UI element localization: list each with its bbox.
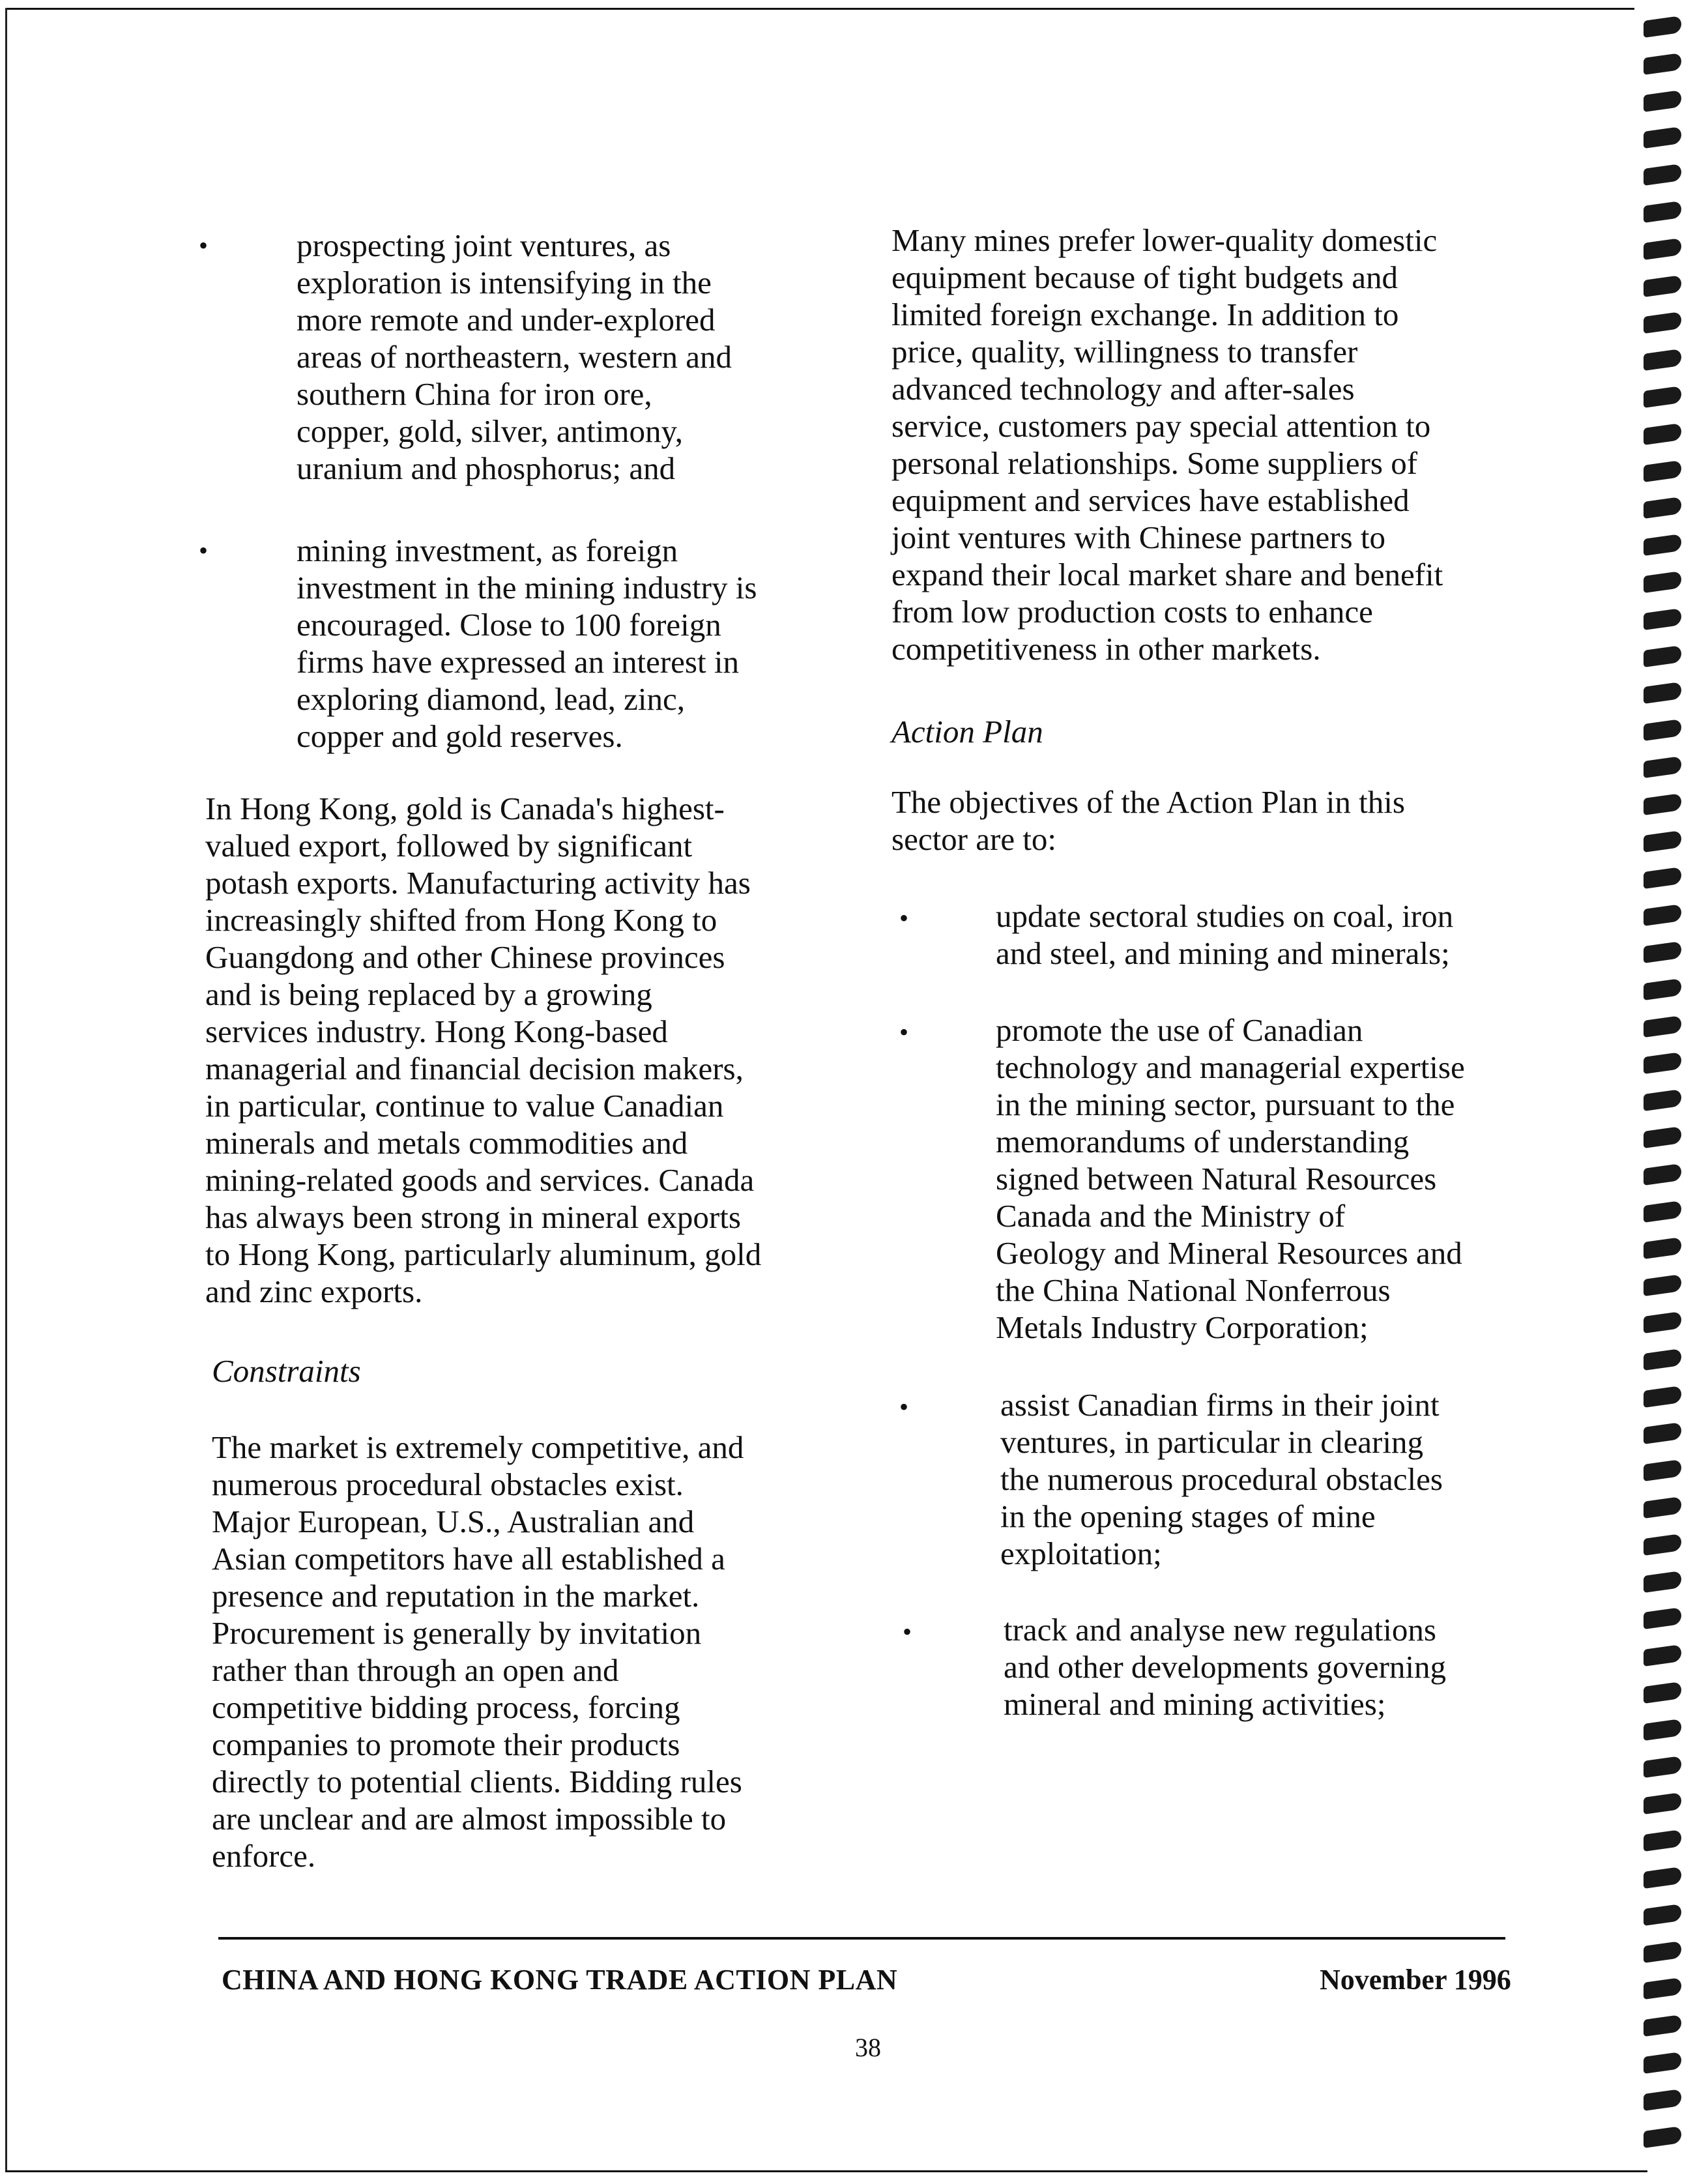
text-line: presence and reputation in the market.	[212, 1578, 700, 1614]
binding-coil	[1644, 1052, 1681, 1074]
binding-coil	[1644, 1015, 1681, 1038]
text-line: are unclear and are almost impossible to	[212, 1801, 727, 1837]
text-line: companies to promote their products	[212, 1726, 680, 1762]
binding-coil	[1644, 1941, 1681, 1963]
text-line: areas of northeastern, western and	[297, 339, 732, 375]
binding-coil	[1644, 1311, 1681, 1333]
binding-coil	[1644, 1756, 1681, 1778]
text-line: has always been strong in mineral exports	[205, 1199, 741, 1235]
binding-coil	[1644, 2126, 1681, 2148]
binding-coil	[1644, 867, 1681, 889]
left-bullet-2	[297, 532, 757, 755]
binding-coil	[1644, 1201, 1681, 1223]
binding-coil	[1644, 275, 1681, 297]
text-line: The market is extremely competitive, and	[212, 1429, 744, 1465]
text-line: from low production costs to enhance	[891, 594, 1373, 630]
text-line: service, customers pay special attention to	[891, 408, 1431, 444]
text-line: technology and managerial expertise	[996, 1049, 1465, 1085]
binding-coil	[1644, 349, 1681, 371]
text-line: exploring diamond, lead, zinc,	[297, 681, 685, 717]
text-line: Major European, U.S., Australian and	[212, 1504, 695, 1539]
footer-rule	[218, 1937, 1505, 1940]
text-line: Canada and the Ministry of	[996, 1198, 1346, 1234]
text-line: personal relationships. Some suppliers of	[891, 445, 1418, 481]
binding-coil	[1644, 497, 1681, 519]
binding-coil	[1644, 1829, 1681, 1852]
text-line: In Hong Kong, gold is Canada's highest-	[205, 791, 725, 826]
text-line: assist Canadian firms in their joint	[1000, 1387, 1440, 1423]
binding-coil	[1644, 1904, 1681, 1926]
bullet-dot: •	[199, 536, 209, 565]
page-number: 38	[855, 2033, 881, 2062]
text-line: ventures, in particular in clearing	[1000, 1424, 1423, 1460]
text-line: in the mining sector, pursuant to the	[996, 1086, 1455, 1122]
text-line: memorandums of understanding	[996, 1124, 1410, 1159]
text-line: Asian competitors have all established a	[212, 1541, 725, 1577]
bullet-dot: •	[199, 231, 209, 260]
binding-coil	[1644, 1607, 1681, 1629]
text-line: copper and gold reserves.	[297, 718, 623, 754]
binding-coil	[1644, 2089, 1681, 2111]
binding-coil	[1644, 460, 1681, 482]
right-bullet-2	[996, 1012, 1465, 1346]
bullet-dot: •	[899, 1392, 909, 1421]
text-line: potash exports. Manufacturing activity has	[205, 865, 751, 901]
binding-coil	[1644, 1644, 1681, 1667]
text-line: enforce.	[212, 1838, 316, 1874]
text-line: Metals Industry Corporation;	[996, 1309, 1369, 1345]
binding-coil	[1644, 1719, 1681, 1741]
bullet-dot: •	[899, 1017, 909, 1047]
binding-coil	[1644, 682, 1681, 704]
text-line: the China National Nonferrous	[996, 1272, 1391, 1308]
text-line: competitive bidding process, forcing	[212, 1689, 680, 1725]
text-line: valued export, followed by significant	[205, 828, 693, 864]
binding-coil	[1644, 164, 1681, 186]
text-line: Many mines prefer lower-quality domestic	[891, 222, 1438, 258]
right-bullet-4	[1004, 1611, 1446, 1723]
binding-coil	[1644, 1348, 1681, 1371]
binding-coil	[1644, 941, 1681, 963]
binding-coil	[1644, 719, 1681, 741]
binding-coil	[1644, 1274, 1681, 1296]
text-line: uranium and phosphorus; and	[297, 450, 676, 486]
binding-coil	[1644, 1126, 1681, 1148]
text-line: equipment and services have established	[891, 482, 1410, 518]
binding-coil	[1644, 386, 1681, 408]
text-line: price, quality, willingness to transfer	[891, 334, 1358, 370]
binding-coil	[1644, 1977, 1681, 2000]
binding-coil	[1644, 2015, 1681, 2037]
binding-coil	[1644, 904, 1681, 926]
binding-coil	[1644, 608, 1681, 630]
objectives-intro	[891, 783, 1405, 858]
spiral-binding	[1637, 5, 1689, 2176]
binding-coil	[1644, 978, 1681, 1000]
binding-coil	[1644, 1867, 1681, 1889]
constraints-heading: Constraints	[212, 1353, 361, 1389]
text-line: Guangdong and other Chinese provinces	[205, 939, 725, 975]
text-line: to Hong Kong, particularly aluminum, gold	[205, 1236, 762, 1272]
binding-coil	[1644, 312, 1681, 334]
text-line: Procurement is generally by invitation	[212, 1615, 702, 1651]
text-line: numerous procedural obstacles exist.	[212, 1466, 684, 1502]
binding-coil	[1644, 1534, 1681, 1556]
binding-coil	[1644, 1459, 1681, 1481]
text-line: more remote and under-explored	[297, 302, 716, 338]
footer-date: November 1996	[1320, 1964, 1511, 1996]
binding-coil	[1644, 1237, 1681, 1259]
text-line: rather than through an open and	[212, 1652, 619, 1688]
text-line: update sectoral studies on coal, iron	[996, 898, 1454, 934]
binding-coil	[1644, 126, 1681, 149]
constraints-paragraph	[212, 1429, 744, 1874]
binding-coil	[1644, 53, 1681, 75]
text-line: firms have expressed an interest in	[297, 644, 739, 680]
binding-coil	[1644, 793, 1681, 815]
text-line: investment in the mining industry is	[297, 570, 757, 605]
page-frame-bottom	[5, 2170, 1647, 2172]
text-line: Geology and Mineral Resources and	[996, 1235, 1462, 1271]
text-line: and zinc exports.	[205, 1274, 423, 1309]
bullet-dot: •	[903, 1617, 912, 1646]
text-line: copper, gold, silver, antimony,	[297, 413, 684, 449]
text-line: and is being replaced by a growing	[205, 976, 652, 1012]
text-line: increasingly shifted from Hong Kong to	[205, 902, 717, 938]
binding-coil	[1644, 1571, 1681, 1593]
binding-coil	[1644, 201, 1681, 223]
binding-coil	[1644, 1496, 1681, 1519]
text-line: exploration is intensifying in the	[297, 265, 712, 300]
text-line: prospecting joint ventures, as	[297, 227, 671, 263]
binding-coil	[1644, 571, 1681, 593]
binding-coil	[1644, 1682, 1681, 1704]
text-line: mineral and mining activities;	[1004, 1686, 1386, 1722]
binding-coil	[1644, 534, 1681, 556]
text-line: in particular, continue to value Canadian	[205, 1088, 724, 1124]
mines-paragraph	[891, 222, 1443, 667]
binding-coil	[1644, 16, 1681, 38]
page-frame-left	[5, 8, 7, 2172]
text-line: sector are to:	[891, 821, 1057, 857]
text-line: signed between Natural Resources	[996, 1161, 1437, 1197]
binding-coil	[1644, 1792, 1681, 1814]
action-plan-heading: Action Plan	[891, 714, 1043, 750]
text-line: mining-related goods and services. Canada	[205, 1162, 755, 1198]
text-line: in the opening stages of mine	[1000, 1498, 1376, 1534]
text-line: equipment because of tight budgets and	[891, 259, 1398, 295]
text-line: joint ventures with Chinese partners to	[891, 519, 1385, 555]
binding-coil	[1644, 90, 1681, 112]
text-line: and other developments governing	[1004, 1649, 1447, 1685]
text-line: The objectives of the Action Plan in this	[891, 784, 1405, 820]
text-line: exploitation;	[1000, 1536, 1162, 1571]
text-line: services industry. Hong Kong-based	[205, 1013, 668, 1049]
binding-coil	[1644, 756, 1681, 778]
binding-coil	[1644, 423, 1681, 445]
binding-coil	[1644, 645, 1681, 667]
binding-coil	[1644, 1386, 1681, 1408]
text-line: promote the use of Canadian	[996, 1012, 1363, 1048]
footer-title: CHINA AND HONG KONG TRADE ACTION PLAN	[222, 1964, 898, 1996]
text-line: mining investment, as foreign	[297, 532, 678, 568]
binding-coil	[1644, 830, 1681, 852]
binding-coil	[1644, 1422, 1681, 1444]
binding-coil	[1644, 2052, 1681, 2074]
text-line: track and analyse new regulations	[1004, 1612, 1436, 1648]
hong-kong-paragraph	[205, 790, 761, 1310]
text-line: directly to potential clients. Bidding rules	[212, 1764, 742, 1799]
right-bullet-3	[1000, 1386, 1443, 1572]
right-bullet-1	[996, 897, 1453, 972]
bullet-dot: •	[899, 903, 909, 933]
text-line: competitiveness in other markets.	[891, 631, 1321, 667]
page-frame-top	[5, 8, 1634, 10]
text-line: expand their local market share and benefit	[891, 557, 1443, 592]
text-line: the numerous procedural obstacles	[1000, 1461, 1443, 1497]
text-line: encouraged. Close to 100 foreign	[297, 607, 721, 643]
text-line: and steel, and mining and minerals;	[996, 935, 1450, 971]
binding-coil	[1644, 238, 1681, 260]
binding-coil	[1644, 1089, 1681, 1111]
text-line: southern China for iron ore,	[297, 376, 652, 412]
text-line: managerial and financial decision makers,	[205, 1051, 744, 1086]
binding-coil	[1644, 1163, 1681, 1186]
text-line: advanced technology and after-sales	[891, 371, 1355, 407]
left-bullet-1	[297, 227, 732, 487]
text-line: minerals and metals commodities and	[205, 1125, 688, 1161]
text-line: limited foreign exchange. In addition to	[891, 297, 1399, 332]
